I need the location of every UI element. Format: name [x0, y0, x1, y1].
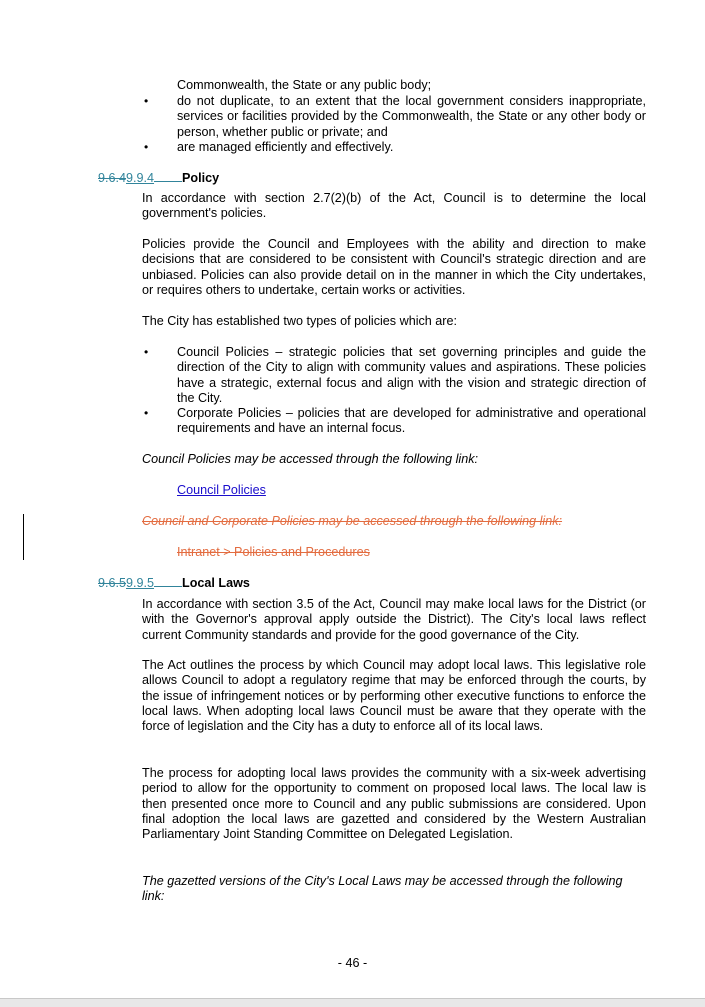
deleted-intranet-link[interactable] [142, 545, 370, 560]
list-item: Council Policies – strategic policies that set governing principles and guide the direction of the City to align with community values and aspirations. These policies have a strategic, external focus and align with the vision and strategic direction of the City. [177, 345, 646, 405]
bullet-marker: • [144, 406, 149, 420]
bullet-marker: • [144, 140, 149, 154]
revision-change-bar [23, 514, 24, 560]
deleted-link-text: Intranet > Policies and Procedures [177, 545, 370, 559]
paragraph: In accordance with section 2.7(2)(b) of the Act, Council is to determine the local government's policies. [142, 191, 646, 221]
access-note: Council Policies may be accessed through the following link: [142, 452, 479, 466]
section-heading-local-laws [98, 575, 250, 591]
list-continuation-line: Commonwealth, the State or any public body; [177, 78, 432, 92]
section-number-inserted: 9.9.4 [126, 171, 155, 185]
paragraph: In accordance with section 3.5 of the Act, Council may make local laws for the District (or with the Governor's approval apply outside the District). The City's local laws reflect current Community standards and provide for the good governance of the City. [142, 597, 646, 642]
paragraph: The City has established two types of policies which are: [142, 314, 457, 328]
heading-tab-spacer [154, 170, 182, 182]
bullet-marker: • [144, 94, 149, 108]
list-item: do not duplicate, to an extent that the local government considers inappropriate, services or facilities provided by the Commonwealth, the State or any other body or person, whether public or private; and [177, 94, 646, 139]
list-item: are managed efficiently and effectively. [177, 140, 394, 154]
section-number-deleted: 9.6.5 [98, 576, 127, 590]
heading-tab-spacer [154, 575, 182, 587]
access-note: The gazetted versions of the City's Local Laws may be accessed through the following link: [142, 874, 623, 904]
section-title: Local Laws [182, 576, 250, 590]
deleted-access-note: Council and Corporate Policies may be accessed through the following link: [142, 514, 563, 528]
bullet-marker: • [144, 345, 149, 359]
section-title: Policy [182, 171, 220, 185]
list-item: Corporate Policies – policies that are developed for administrative and operational requirements and have an internal focus. [177, 406, 646, 436]
paragraph: Policies provide the Council and Employees with the ability and direction to make decisions that are considered to be consistent with Council's strategic direction and are unbiased. Policies can also provide detail on in the manner in which the City undertakes, or requires others to undertake, certain works or activities. [142, 237, 646, 297]
paragraph: The Act outlines the process by which Council may adopt local laws. This legislative role allows Council to adopt a regulatory regime that may be enforced through the courts, by the issue of infringement notices or by performing other executive functions to enforce the local laws. When adopting local laws Council must be aware that they operate with the force of legislation and the City has a duty to enforce all of its local laws. [142, 658, 646, 734]
section-number-inserted: 9.9.5 [126, 576, 155, 590]
section-heading-policy [98, 170, 219, 186]
section-number-deleted: 9.6.4 [98, 171, 127, 185]
page-number: - 46 - [337, 956, 368, 970]
paragraph: The process for adopting local laws provides the community with a six-week advertising period to allow for the opportunity to comment on proposed local laws. The local law is then presented once more to Council and any public submissions are considered. Upon final adoption the local laws are gazetted and considered by the Western Australian Parliamentary Joint Standing Committee on Delegated Legislation. [142, 766, 646, 842]
council-policies-link[interactable]: Council Policies [177, 483, 266, 497]
